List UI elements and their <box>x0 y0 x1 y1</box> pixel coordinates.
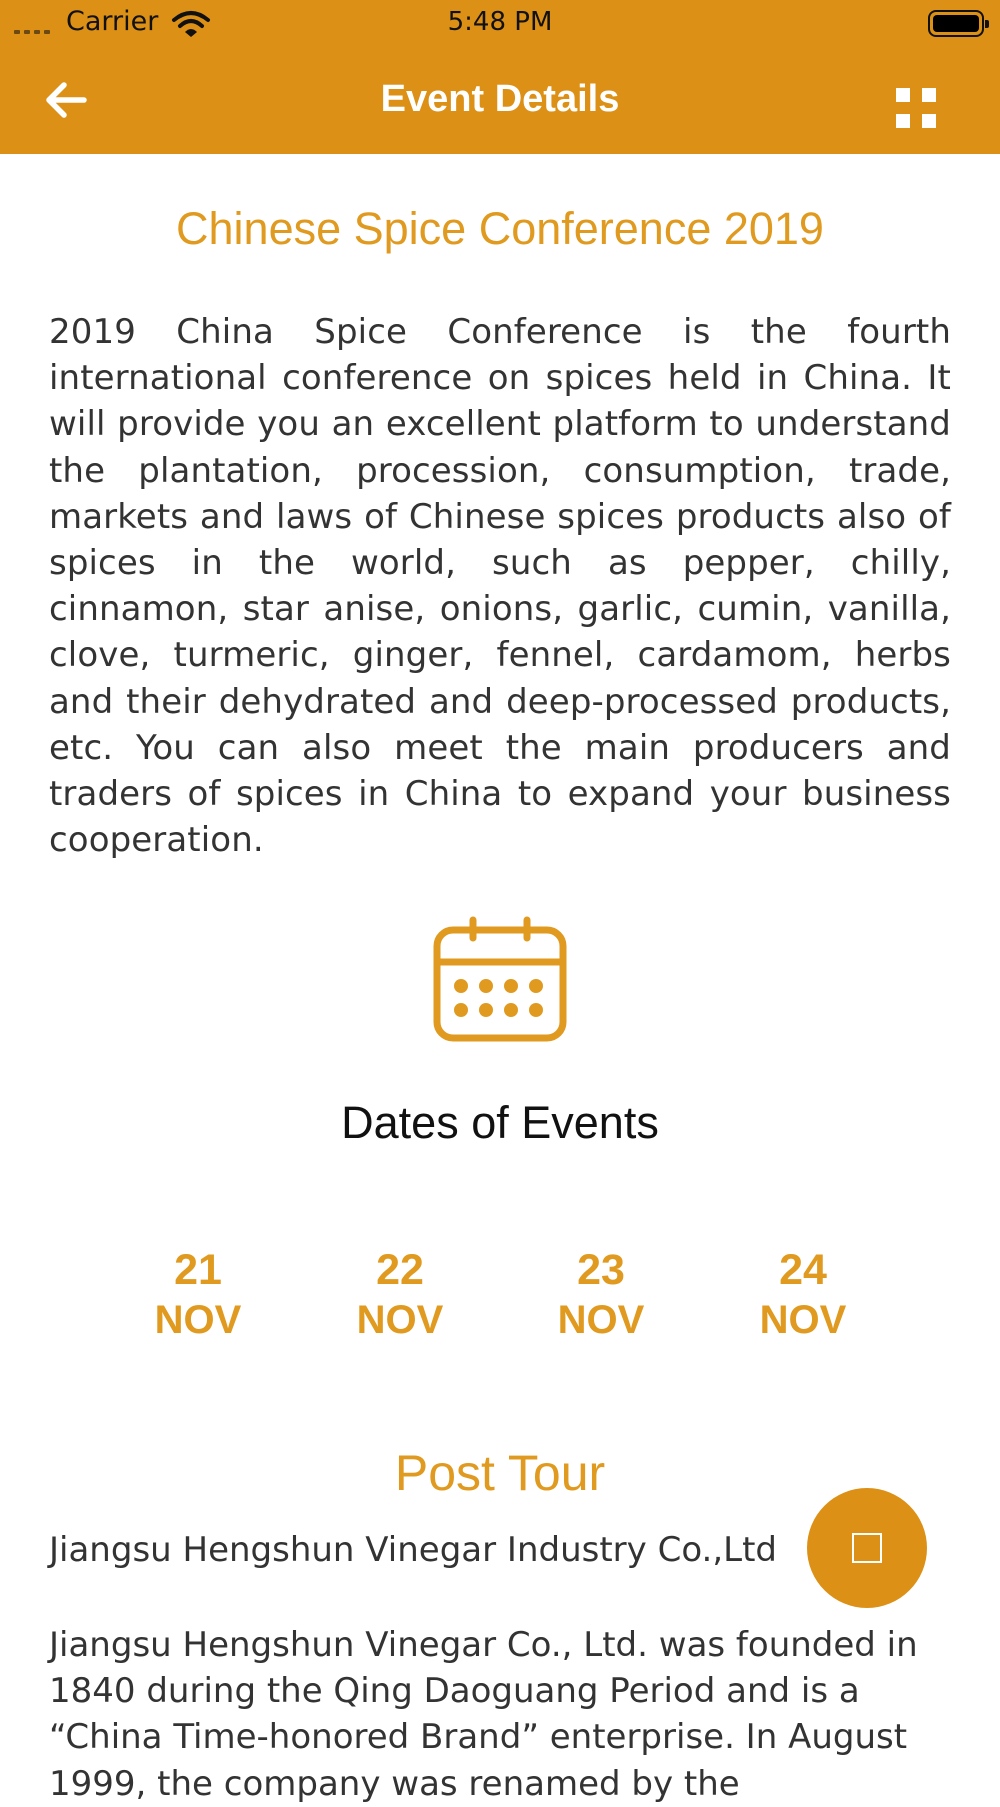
date-day: 21 <box>174 1246 222 1294</box>
date-month: NOV <box>557 1298 645 1342</box>
battery-icon <box>928 10 984 37</box>
status-time: 5:48 PM <box>447 7 553 37</box>
post-tour-company: Jiangsu Hengshun Vinegar Industry Co.,Ltd <box>49 1530 777 1570</box>
date-item <box>330 1245 470 1345</box>
post-tour-body: Jiangsu Hengshun Vinegar Co., Ltd. was founded in 1840 during the Qing Daoguang Period and is a “China Time-honored Brand” enterprise. In August 1999, the company was renamed by the <box>49 1625 918 1804</box>
post-tour-title: Post Tour <box>394 1445 606 1501</box>
date-item <box>128 1245 268 1345</box>
event-description: 2019 China Spice Conference is the fourth international conference on spices held in China. It will provide you an excellent platform to understand the plantation, procession, consumption, trade, markets and laws of Chinese spices products also of spices in the world, such as pepper, chilly, cinnamon, star anise, onions, garlic, cumin, vanilla, clove, turmeric, ginger, fennel, cardamom, herbs and their dehydrated and deep-processed products, etc. You can also meet the main producers and traders of spices in China to expand your business cooperation. <box>49 312 951 861</box>
floating-action-button[interactable] <box>807 1488 927 1608</box>
date-item <box>733 1245 873 1345</box>
carrier-label: Carrier <box>66 6 159 37</box>
date-month: NOV <box>154 1298 242 1342</box>
date-day: 24 <box>779 1246 827 1294</box>
date-month: NOV <box>356 1298 444 1342</box>
date-day: 22 <box>376 1246 424 1294</box>
status-bar <box>0 0 1000 48</box>
calendar-icon <box>433 918 567 1042</box>
dates-heading: Dates of Events <box>341 1097 659 1148</box>
square-icon <box>852 1533 882 1563</box>
date-day: 23 <box>577 1246 625 1294</box>
page-title: Event Details <box>380 78 620 120</box>
date-item <box>531 1245 671 1345</box>
event-title: Chinese Spice Conference 2019 <box>176 203 824 254</box>
navigation-bar <box>0 48 1000 154</box>
grid-icon[interactable] <box>896 88 936 128</box>
date-month: NOV <box>759 1298 847 1342</box>
